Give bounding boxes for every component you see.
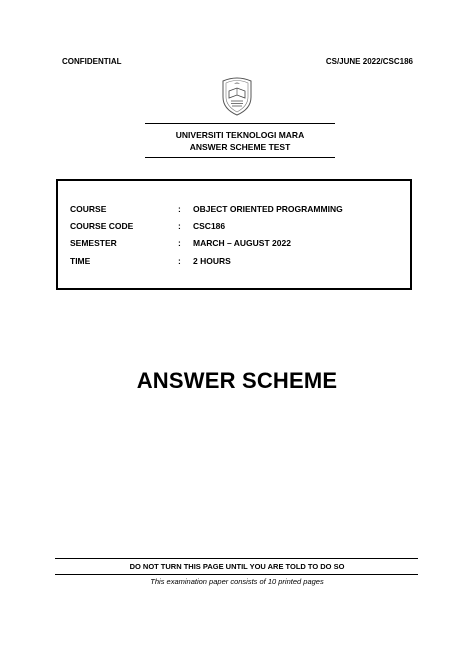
info-label: COURSE <box>70 204 107 214</box>
footer-page-count-note: This examination paper consists of 10 printed pages <box>150 577 324 586</box>
main-title: ANSWER SCHEME <box>136 368 338 393</box>
info-label: TIME <box>70 256 91 266</box>
info-value: CSC186 <box>193 221 226 231</box>
info-separator: : <box>178 238 181 248</box>
university-name: UNIVERSITI TEKNOLOGI MARA <box>175 130 305 140</box>
paper-subtitle: ANSWER SCHEME TEST <box>189 142 291 152</box>
header-paper-code: CS/JUNE 2022/CSC186 <box>325 57 413 66</box>
info-separator: : <box>178 204 181 214</box>
footer-warning: DO NOT TURN THIS PAGE UNTIL YOU ARE TOLD TO DO SO <box>129 562 345 571</box>
info-separator: : <box>178 256 181 266</box>
university-heading <box>145 123 335 158</box>
info-value: MARCH – AUGUST 2022 <box>193 238 291 248</box>
info-value: 2 HOURS <box>193 256 231 266</box>
header-confidential: CONFIDENTIAL <box>62 57 122 66</box>
university-crest-icon <box>219 75 255 117</box>
info-label: COURSE CODE <box>70 221 134 231</box>
info-label: SEMESTER <box>70 238 117 248</box>
footer-bottom-rule <box>55 574 418 575</box>
footer-top-rule <box>55 558 418 559</box>
info-separator: : <box>178 221 181 231</box>
course-info-box <box>56 179 412 290</box>
info-value: OBJECT ORIENTED PROGRAMMING <box>193 204 343 214</box>
